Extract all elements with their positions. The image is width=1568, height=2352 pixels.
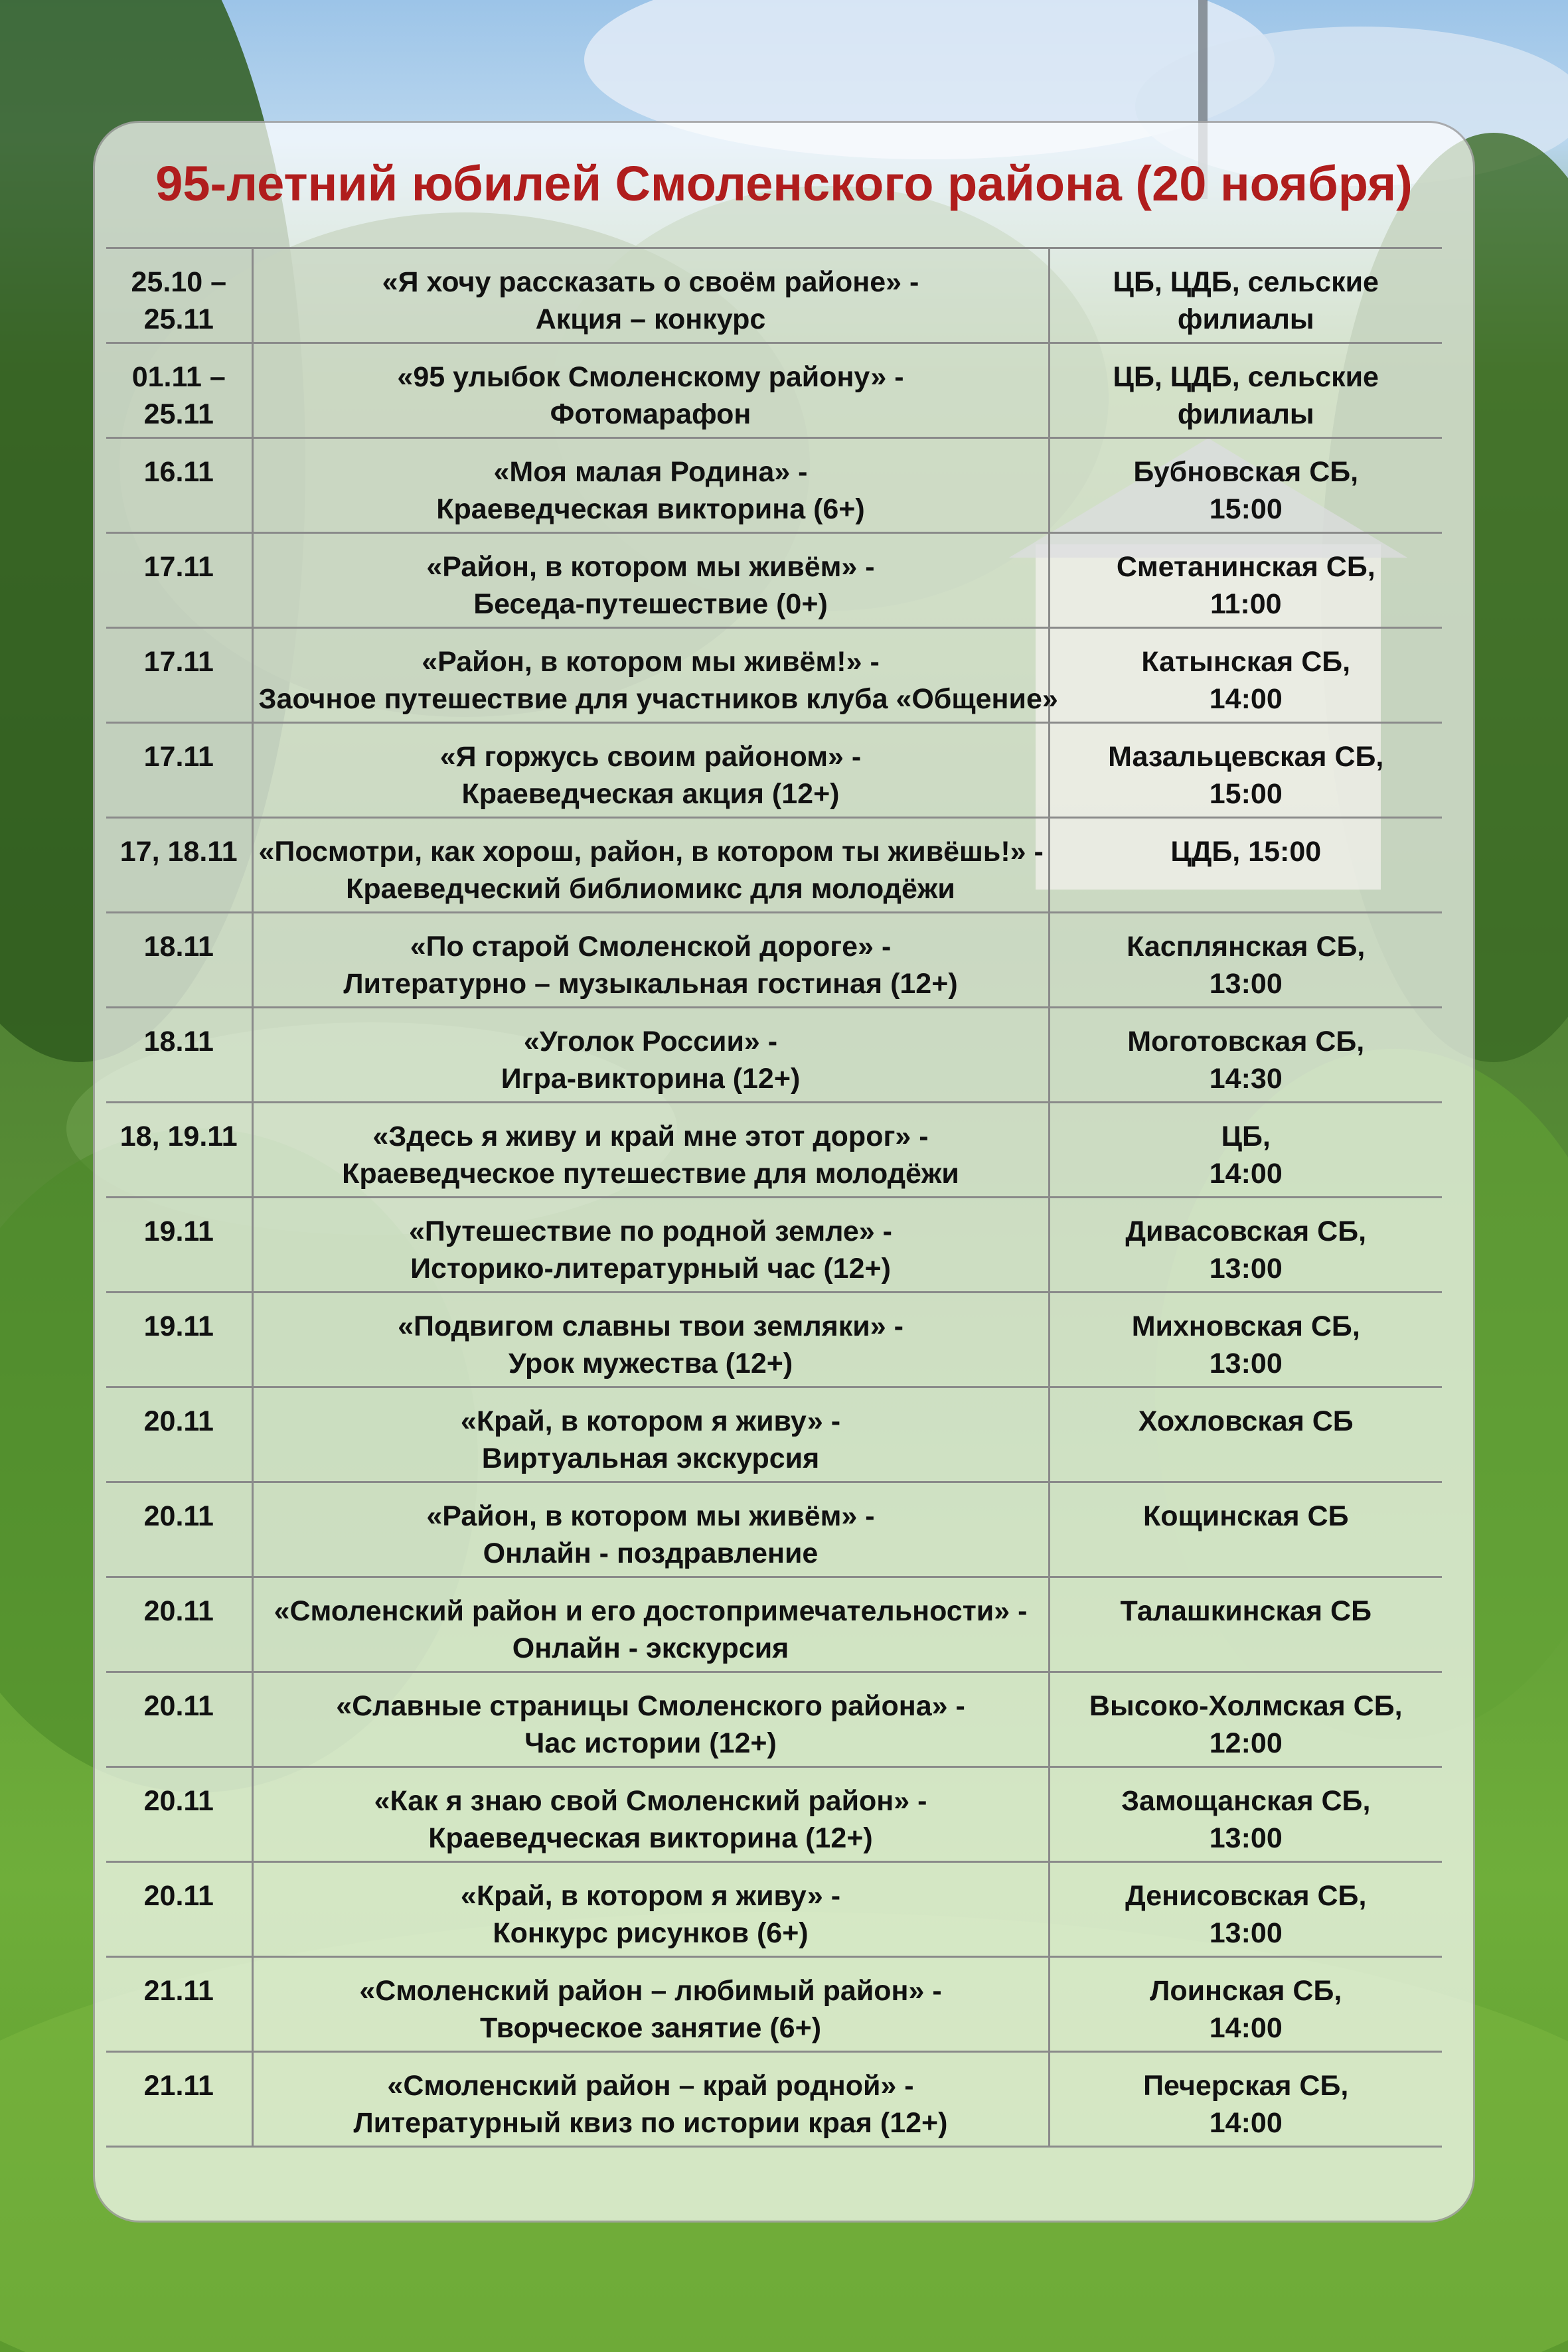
place-cell-line: Печерская СБ, — [1143, 2070, 1349, 2102]
schedule-table — [106, 247, 1442, 2148]
place-cell-line: филиалы — [1177, 303, 1314, 335]
event-cell-line: «Край, в котором я живу» - — [460, 1880, 841, 1912]
place-cell-line: Катынская СБ, — [1141, 646, 1351, 678]
event-cell-line: «Посмотри, как хорош, район, в котором ты живёшь!» - — [258, 836, 1044, 868]
date-cell — [106, 1767, 252, 1862]
place-cell-line: 14:00 — [1209, 1158, 1283, 1190]
place-cell-line: Мазальцевская СБ, — [1108, 741, 1384, 773]
event-cell-line: Виртуальная экскурсия — [481, 1443, 820, 1474]
date-cell-line: 25.10 – — [131, 266, 226, 298]
place-cell — [1049, 1103, 1442, 1198]
date-cell-line: 20.11 — [143, 1595, 214, 1627]
event-cell — [252, 1387, 1049, 1482]
place-cell-line: филиалы — [1177, 398, 1314, 430]
date-cell-line: 25.11 — [143, 303, 214, 335]
place-cell — [1049, 343, 1442, 438]
place-cell-line: Бубновская СБ, — [1133, 456, 1359, 488]
event-cell — [252, 913, 1049, 1008]
place-cell-line: 12:00 — [1209, 1727, 1283, 1759]
event-cell-line: «Моя малая Родина» - — [493, 456, 808, 488]
place-cell — [1049, 1008, 1442, 1103]
table-row — [106, 1957, 1442, 2052]
place-cell-line: ЦБ, ЦДБ, сельские — [1113, 266, 1379, 298]
event-cell-line: Творческое занятие (6+) — [479, 2012, 822, 2044]
event-cell-line: «Как я знаю свой Смоленский район» - — [374, 1785, 927, 1817]
event-cell — [252, 1008, 1049, 1103]
place-cell-line: Касплянская СБ, — [1127, 931, 1366, 963]
date-cell-line: 18.11 — [143, 931, 214, 963]
place-cell — [1049, 1577, 1442, 1672]
table-row — [106, 1293, 1442, 1387]
event-cell-line: Онлайн - экскурсия — [512, 1632, 789, 1664]
table-row — [106, 1387, 1442, 1482]
page-title: 95-летний юбилей Смоленского района (20 ноября) — [155, 156, 1413, 211]
date-cell — [106, 1957, 252, 2052]
event-cell — [252, 1293, 1049, 1387]
date-cell — [106, 1293, 252, 1387]
date-cell — [106, 1482, 252, 1577]
event-cell — [252, 1577, 1049, 1672]
place-cell — [1049, 1387, 1442, 1482]
place-cell-line: ЦБ, — [1221, 1121, 1271, 1152]
table-row — [106, 723, 1442, 818]
event-cell-line: Литературно – музыкальная гостиная (12+) — [343, 968, 958, 1000]
place-cell-line: 15:00 — [1209, 493, 1283, 525]
date-cell — [106, 1672, 252, 1767]
date-cell-line: 20.11 — [143, 1690, 214, 1722]
place-cell — [1049, 818, 1442, 913]
event-cell — [252, 818, 1049, 913]
date-cell-line: 21.11 — [143, 2070, 214, 2102]
place-cell-line: 13:00 — [1209, 1917, 1283, 1949]
event-cell-line: «Подвигом славны твои земляки» - — [398, 1310, 903, 1342]
schedule-rows — [106, 248, 1442, 2147]
table-row — [106, 343, 1442, 438]
place-cell-line: 13:00 — [1209, 1348, 1283, 1379]
place-cell-line: Хохловская СБ — [1138, 1405, 1354, 1437]
event-cell-line: Урок мужества (12+) — [508, 1348, 793, 1379]
event-cell-line: «Смоленский район и его достопримечательности» - — [274, 1595, 1028, 1627]
table-row — [106, 1198, 1442, 1293]
event-cell-line: Час истории (12+) — [524, 1727, 777, 1759]
date-cell — [106, 2052, 252, 2147]
table-row — [106, 1672, 1442, 1767]
event-cell-line: «Смоленский район – край родной» - — [387, 2070, 914, 2102]
event-cell-line: Конкурс рисунков (6+) — [493, 1917, 809, 1949]
table-row — [106, 1103, 1442, 1198]
table-row — [106, 2052, 1442, 2147]
event-cell-line: Краеведческая акция (12+) — [461, 778, 840, 810]
place-cell — [1049, 1198, 1442, 1293]
place-cell-line: 14:00 — [1209, 2012, 1283, 2044]
place-cell-line: Моготовская СБ, — [1127, 1026, 1365, 1058]
event-cell-line: Беседа-путешествие (0+) — [473, 588, 828, 620]
event-cell — [252, 1482, 1049, 1577]
place-cell-line: 13:00 — [1209, 968, 1283, 1000]
place-cell — [1049, 1482, 1442, 1577]
date-cell — [106, 343, 252, 438]
date-cell-line: 16.11 — [143, 456, 214, 488]
date-cell-line: 17.11 — [143, 741, 214, 773]
place-cell — [1049, 628, 1442, 723]
event-cell — [252, 628, 1058, 723]
event-cell-line: «Район, в котором мы живём» - — [426, 1500, 875, 1532]
date-cell-line: 17, 18.11 — [119, 836, 238, 868]
event-cell-line: Заочное путешествие для участников клуба «Общение» — [258, 683, 1058, 715]
place-cell-line: ЦДБ, 15:00 — [1170, 836, 1322, 868]
event-cell-line: «Я хочу рассказать о своём районе» - — [382, 266, 919, 298]
event-cell — [252, 248, 1049, 343]
date-cell — [106, 1387, 252, 1482]
event-cell-line: Краеведческая викторина (6+) — [436, 493, 865, 525]
date-cell — [106, 438, 252, 533]
place-cell — [1049, 1957, 1442, 2052]
event-cell-line: Акция – конкурс — [535, 303, 766, 335]
table-row — [106, 438, 1442, 533]
date-cell-line: 20.11 — [143, 1785, 214, 1817]
place-cell — [1049, 1862, 1442, 1957]
event-cell — [252, 2052, 1049, 2147]
place-cell-line: Кощинская СБ — [1142, 1500, 1349, 1532]
event-cell-line: «Район, в котором мы живём» - — [426, 551, 875, 583]
date-cell — [106, 913, 252, 1008]
place-cell — [1049, 913, 1442, 1008]
event-cell-line: «По старой Смоленской дороге» - — [410, 931, 892, 963]
event-cell — [252, 343, 1049, 438]
place-cell-line: ЦБ, ЦДБ, сельские — [1113, 361, 1379, 393]
table-row — [106, 1767, 1442, 1862]
table-row — [106, 1482, 1442, 1577]
date-cell — [106, 1862, 252, 1957]
date-cell-line: 20.11 — [143, 1500, 214, 1532]
event-cell-line: Краеведческий библиомикс для молодёжи — [346, 873, 955, 905]
date-cell-line: 18.11 — [143, 1026, 214, 1058]
table-row — [106, 533, 1442, 628]
event-cell-line: Литературный квиз по истории края (12+) — [353, 2107, 948, 2139]
date-cell — [106, 248, 252, 343]
place-cell-line: 13:00 — [1209, 1822, 1283, 1854]
date-cell-line: 18, 19.11 — [119, 1121, 238, 1152]
event-cell-line: «Путешествие по родной земле» - — [409, 1215, 892, 1247]
date-cell — [106, 533, 252, 628]
place-cell — [1049, 533, 1442, 628]
place-cell-line: 11:00 — [1210, 588, 1282, 620]
place-cell — [1049, 1672, 1442, 1767]
event-cell — [252, 1103, 1049, 1198]
event-cell — [252, 1767, 1049, 1862]
place-cell-line: 14:30 — [1209, 1063, 1283, 1095]
place-cell-line: Сметанинская СБ, — [1116, 551, 1375, 583]
event-cell-line: «Район, в котором мы живём!» - — [422, 646, 880, 678]
event-cell-line: «Уголок России» - — [523, 1026, 778, 1058]
table-row — [106, 818, 1442, 913]
place-cell-line: 14:00 — [1209, 2107, 1283, 2139]
event-cell — [252, 438, 1049, 533]
date-cell-line: 19.11 — [143, 1215, 214, 1247]
date-cell-line: 25.11 — [143, 398, 214, 430]
table-row — [106, 1862, 1442, 1957]
date-cell-line: 21.11 — [143, 1975, 214, 2007]
event-cell — [252, 723, 1049, 818]
event-cell — [252, 533, 1049, 628]
place-cell-line: Дивасовская СБ, — [1125, 1215, 1367, 1247]
date-cell-line: 01.11 – — [131, 361, 226, 393]
place-cell — [1049, 1767, 1442, 1862]
date-cell-line: 20.11 — [143, 1405, 214, 1437]
date-cell-line: 19.11 — [143, 1310, 214, 1342]
place-cell-line: Денисовская СБ, — [1125, 1880, 1367, 1912]
place-cell — [1049, 2052, 1442, 2147]
event-cell-line: Краеведческое путешествие для молодёжи — [342, 1158, 959, 1190]
event-cell-line: «Смоленский район – любимый район» - — [359, 1975, 942, 2007]
event-cell-line: Краеведческая викторина (12+) — [428, 1822, 873, 1854]
event-cell-line: Онлайн - поздравление — [483, 1537, 819, 1569]
table-row — [106, 1577, 1442, 1672]
place-cell — [1049, 438, 1442, 533]
date-cell — [106, 1577, 252, 1672]
event-cell — [252, 1957, 1049, 2052]
date-cell — [106, 818, 252, 913]
date-cell — [106, 1198, 252, 1293]
place-cell-line: Замощанская СБ, — [1121, 1785, 1371, 1817]
event-cell — [252, 1862, 1049, 1957]
date-cell-line: 17.11 — [143, 646, 214, 678]
place-cell-line: Талашкинская СБ — [1120, 1595, 1372, 1627]
place-cell-line: 14:00 — [1209, 683, 1283, 715]
table-row — [106, 248, 1442, 343]
place-cell-line: Михновская СБ, — [1131, 1310, 1360, 1342]
place-cell — [1049, 723, 1442, 818]
date-cell — [106, 1103, 252, 1198]
event-cell-line: «Край, в котором я живу» - — [460, 1405, 841, 1437]
event-cell-line: «95 улыбок Смоленскому району» - — [397, 361, 904, 393]
table-row — [106, 1008, 1442, 1103]
date-cell — [106, 628, 252, 723]
place-cell-line: Высоко-Холмская СБ, — [1089, 1690, 1403, 1722]
place-cell-line: 13:00 — [1209, 1253, 1283, 1285]
event-cell-line: Историко-литературный час (12+) — [410, 1253, 891, 1285]
date-cell — [106, 723, 252, 818]
date-cell-line: 17.11 — [143, 551, 214, 583]
place-cell — [1049, 248, 1442, 343]
event-cell — [252, 1198, 1049, 1293]
date-cell — [106, 1008, 252, 1103]
event-cell-line: «Я горжусь своим районом» - — [439, 741, 862, 773]
place-cell-line: 15:00 — [1209, 778, 1283, 810]
date-cell-line: 20.11 — [143, 1880, 214, 1912]
event-cell — [252, 1672, 1049, 1767]
event-cell-line: «Славные страницы Смоленского района» - — [336, 1690, 965, 1722]
event-cell-line: «Здесь я живу и край мне этот дорог» - — [372, 1121, 929, 1152]
event-cell-line: Игра-викторина (12+) — [501, 1063, 801, 1095]
table-row — [106, 628, 1442, 723]
table-row — [106, 913, 1442, 1008]
place-cell-line: Лоинская СБ, — [1150, 1975, 1342, 2007]
place-cell — [1049, 1293, 1442, 1387]
event-cell-line: Фотомарафон — [550, 398, 751, 430]
